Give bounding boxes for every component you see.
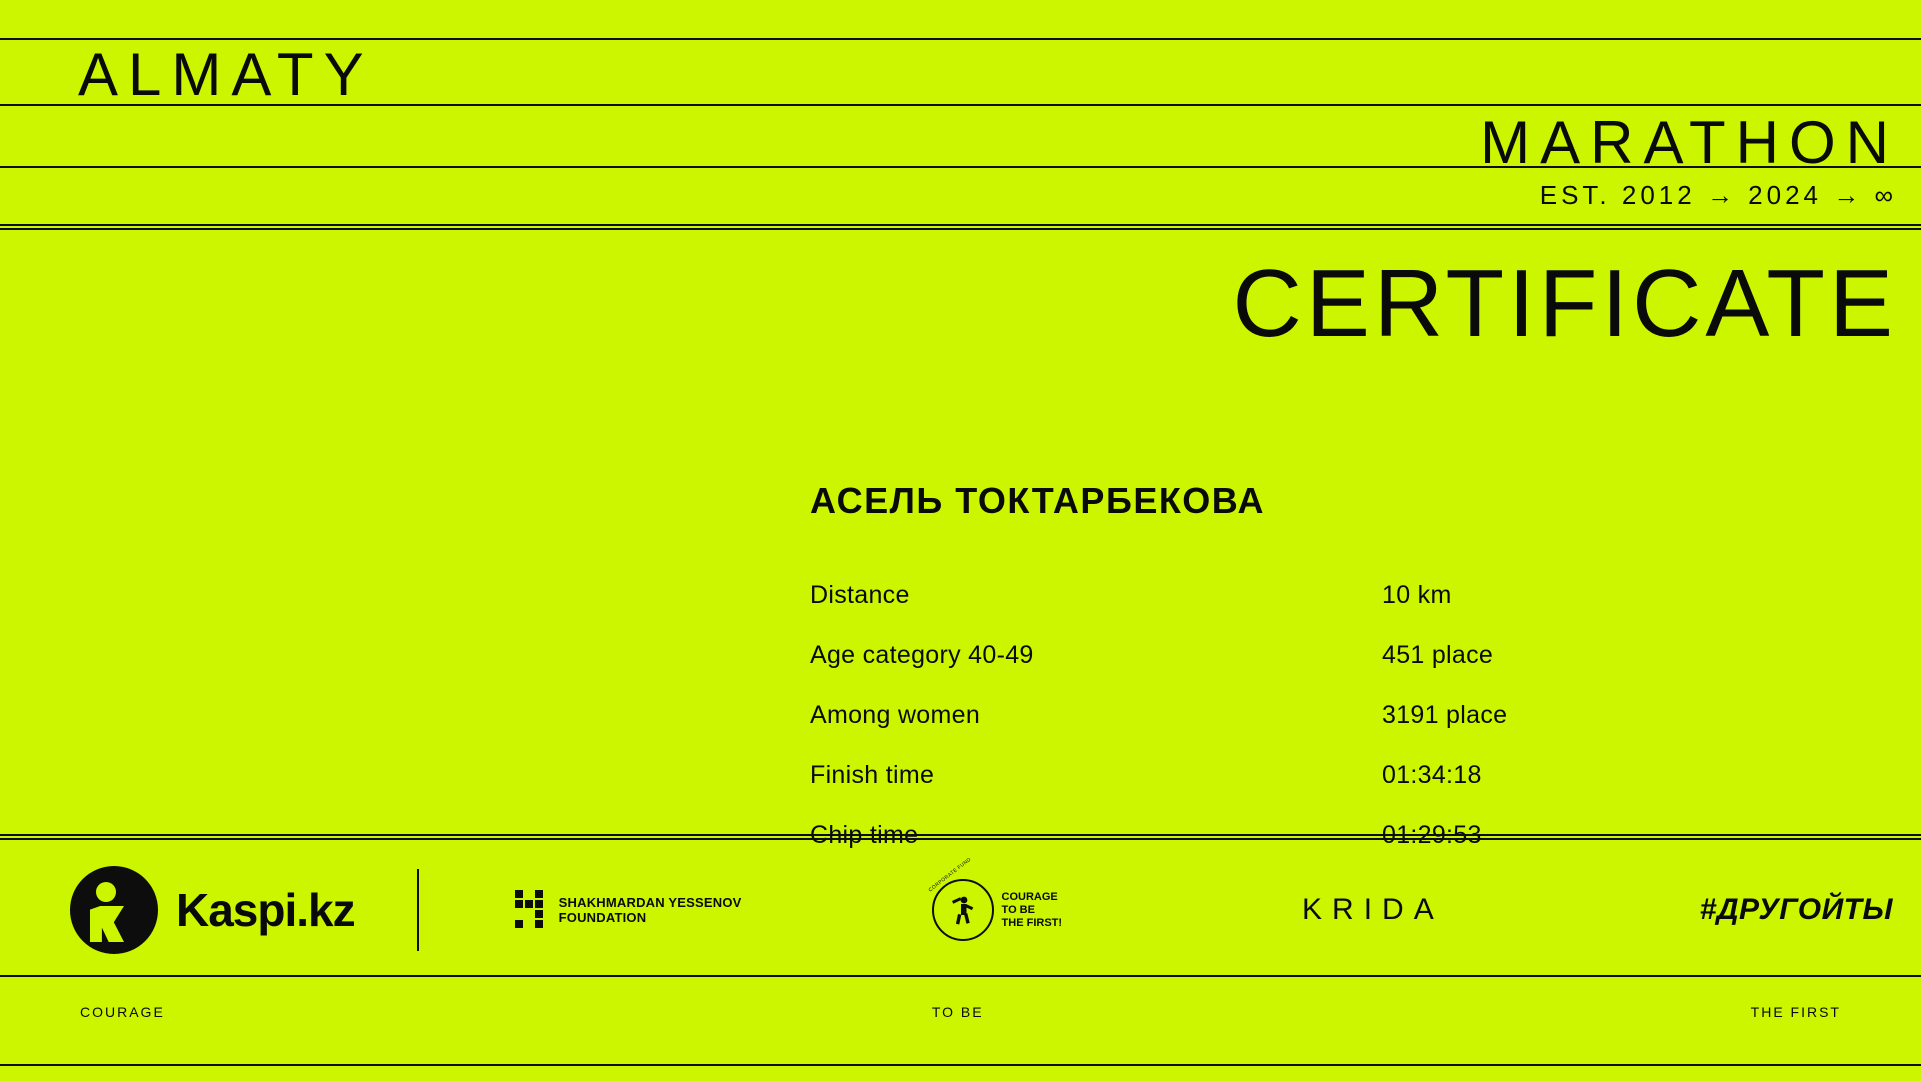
footer-left: COURAGE xyxy=(80,1004,165,1020)
divider-line xyxy=(0,38,1921,40)
sponsor-kaspi-label: Kaspi.kz xyxy=(176,884,355,936)
result-value: 10 km xyxy=(1382,581,1452,609)
divider-line xyxy=(0,224,1921,226)
page-title: CERTIFICATE xyxy=(1232,250,1897,357)
footer-slogan xyxy=(0,1004,1921,1020)
results-table xyxy=(810,570,1850,870)
divider-line xyxy=(0,228,1921,230)
sponsor-bar xyxy=(0,846,1921,974)
sponsor-courage-label xyxy=(1002,891,1063,930)
divider-line xyxy=(0,975,1921,977)
result-label: Distance xyxy=(810,581,910,609)
divider-line xyxy=(0,838,1921,840)
result-label: Age category 40-49 xyxy=(810,641,1034,669)
result-label: Finish time xyxy=(810,761,935,789)
sponsor-krida-label: KRIDA xyxy=(1302,893,1444,926)
table-row xyxy=(810,690,1850,740)
divider-line xyxy=(0,834,1921,836)
courage-line-1: COURAGE xyxy=(1001,890,1058,903)
running-figure-icon xyxy=(950,895,976,925)
courage-line-3: THE FIRST! xyxy=(1001,916,1063,929)
result-value: 451 place xyxy=(1382,641,1494,669)
brand-almaty: ALMATY xyxy=(78,41,374,108)
yessenov-logo-icon xyxy=(515,890,547,930)
table-row xyxy=(810,570,1850,620)
result-value: 01:34:18 xyxy=(1382,761,1482,789)
campaign-hashtag: #ДРУГОЙТЫ xyxy=(1699,893,1893,926)
courage-line-2: TO BE xyxy=(1001,903,1035,916)
vertical-divider xyxy=(417,869,419,951)
participant-name: АСЕЛЬ ТОКТАРБЕКОВА xyxy=(810,480,1266,521)
sponsor-yessenov xyxy=(515,890,742,930)
divider-line xyxy=(0,1064,1921,1066)
footer-middle: TO BE xyxy=(931,1004,984,1020)
yessenov-line-2: FOUNDATION xyxy=(558,910,647,925)
table-row xyxy=(810,630,1850,680)
footer-right: THE FIRST xyxy=(1750,1004,1841,1020)
sponsor-yessenov-label xyxy=(559,895,742,925)
seal-caption: CORPORATE FUND xyxy=(927,856,973,894)
brand-marathon: MARATHON xyxy=(1480,109,1899,176)
sponsor-courage-fund xyxy=(927,856,1063,941)
courage-fund-seal-icon xyxy=(927,856,994,941)
kaspi-logo-icon xyxy=(70,866,158,954)
result-value: 3191 place xyxy=(1382,701,1508,729)
sponsor-kaspi xyxy=(70,866,355,954)
established-years: EST. 2012 → 2024 → ∞ xyxy=(1539,180,1897,210)
yessenov-line-1: SHAKHMARDAN YESSENOV xyxy=(558,895,742,910)
table-row xyxy=(810,750,1850,800)
result-label: Among women xyxy=(810,701,981,729)
